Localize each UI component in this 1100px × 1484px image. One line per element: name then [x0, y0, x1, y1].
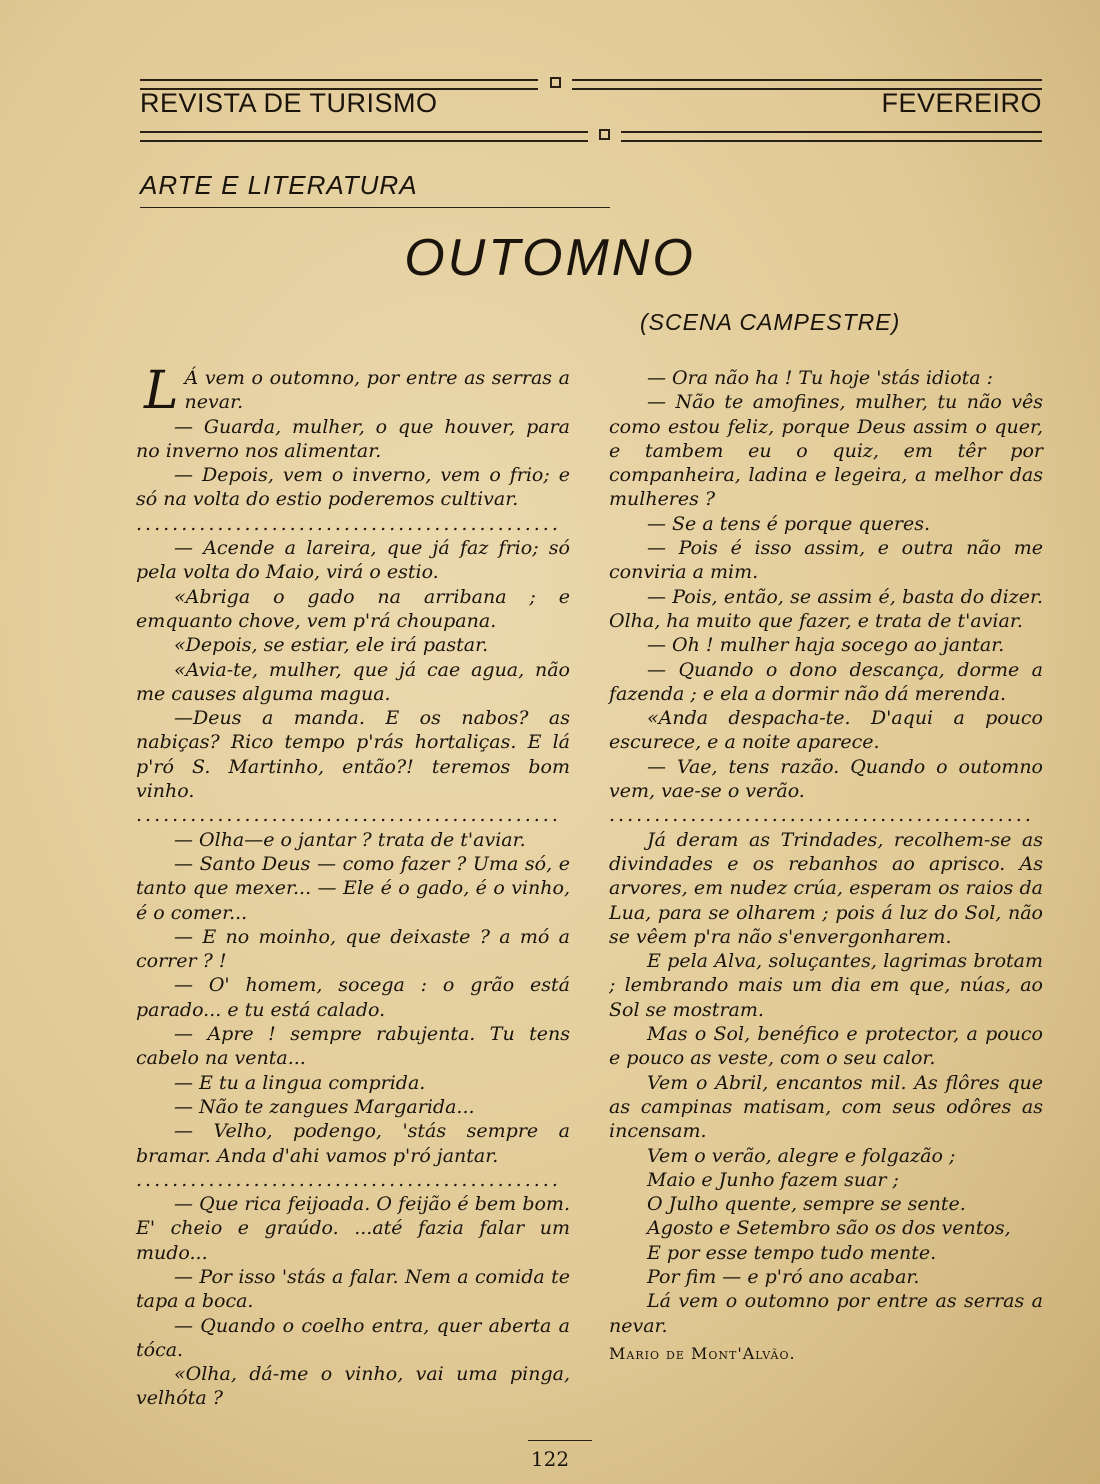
paragraph: — Se a tens é porque queres. — [647, 512, 931, 535]
paragraph: E pela Alva, soluçantes, lagrimas brotam ; lembrando mais um dia em que, núas, ao Sol se mostram. — [609, 950, 1043, 1021]
paragraph: — Que rica feijoada. O feijão é bem bom. E' cheio e graúdo. ...até fazia falar um mudo... — [136, 1193, 570, 1264]
paragraph: — Não te zangues Margarida... — [174, 1095, 475, 1118]
verse-line: Agosto e Setembro são os dos ventos, — [647, 1217, 1011, 1240]
page-number-rule — [528, 1440, 592, 1441]
drop-cap: L — [144, 361, 179, 421]
verse-line: Lá vem o outomno por entre as serras a nevar. — [609, 1290, 1043, 1337]
author-signature: Mario de Mont'Alvão. — [609, 1343, 796, 1363]
paragraph: — O' homem, socega : o grão está parado... e tu está calado. — [136, 974, 570, 1021]
paragraph: — Apre ! sempre rabujenta. Tu tens cabelo na venta... — [136, 1023, 570, 1070]
verse-line: E por esse tempo tudo mente. — [647, 1241, 937, 1264]
paragraph: — E tu a lingua comprida. — [174, 1071, 426, 1094]
dotted-separator: ............................................... — [136, 804, 561, 827]
header-bottom-ornament — [599, 129, 610, 140]
verse-line: O Julho quente, sempre se sente. — [647, 1193, 966, 1216]
paragraph: — Quando o dono descança, dorme a fazenda ; e ela a dormir não dá merenda. — [609, 658, 1043, 705]
dotted-separator: ............................................... — [136, 512, 561, 535]
dotted-separator: ............................................... — [609, 804, 1034, 827]
paragraph: — Guarda, mulher, o que houver, para no inverno nos alimentar. — [136, 415, 570, 462]
section-rule — [140, 207, 610, 208]
verse-line: Maio e Junho fazem suar ; — [647, 1168, 899, 1191]
paragraph: Já deram as Trindades, recolhem-se as divindades e os rebanhos ao aprisco. As arvores, em nudez crúa, esperam os raios da Lua, para se olharem ; pois á luz do Sol, não se vêem p'ra não s'envergonharem. — [609, 828, 1043, 948]
header-bottom-rule-right — [621, 131, 1042, 142]
paragraph: «Olha, dá-me o vinho, vai uma pinga, velhóta ? — [136, 1363, 570, 1410]
paragraph: — Pois, então, se assim é, basta do dizer. Olha, ha muito que fazer, e trata de t'aviar. — [609, 585, 1043, 632]
article-title: OUTOMNO — [404, 229, 696, 287]
dotted-separator: ............................................... — [136, 1168, 561, 1191]
paragraph: — Olha—e o jantar ? trata de t'aviar. — [174, 828, 526, 851]
section-heading: ARTE E LITERATURA — [140, 170, 418, 200]
paragraph: — Por isso 'stás a falar. Nem a comida te tapa a boca. — [136, 1265, 570, 1313]
paragraph: «Depois, se estiar, ele irá pastar. — [174, 634, 489, 657]
header-bottom-rule-left — [140, 131, 588, 142]
paragraph: Mas o Sol, benéfico e protector, a pouco e pouco as veste, com o seu calor. — [609, 1023, 1043, 1070]
page-number: 122 — [530, 1447, 570, 1471]
paragraph: — Vae, tens razão. Quando o outomno vem, vae-se o verão. — [609, 755, 1043, 803]
paragraph: — E no moinho, que deixaste ? a mó a correr ? ! — [136, 925, 570, 973]
verse-line: Vem o verão, alegre e folgazão ; — [647, 1144, 956, 1167]
right-column — [609, 366, 1043, 1366]
article-subtitle: (SCENA CAMPESTRE) — [640, 309, 901, 335]
issue-month: FEVEREIRO — [881, 88, 1042, 118]
verse-line: Por fim — e p'ró ano acabar. — [647, 1265, 920, 1288]
paragraph: «Anda despacha-te. D'aqui a pouco escurece, e a noite aparece. — [609, 707, 1043, 754]
header-top-ornament — [550, 77, 561, 88]
paragraph: — Quando o coelho entra, quer aberta a tóca. — [136, 1314, 570, 1361]
paragraph: — Pois é isso assim, e outra não me conviria a mim. — [609, 537, 1043, 584]
paragraph: Vem o Abril, encantos mil. As flôres que as campinas matisam, com seus odôres as incensam. — [609, 1071, 1043, 1143]
left-column — [136, 361, 570, 1411]
magazine-name: REVISTA DE TURISMO — [140, 88, 438, 118]
paragraph: — Ora não ha ! Tu hoje 'stás idiota : — [647, 367, 994, 389]
paragraph: — Oh ! mulher haja socego ao jantar. — [647, 634, 1005, 657]
opening-paragraph — [136, 361, 570, 421]
paragraph: — Não te amofines, mulher, tu não vês como estou feliz, porque Deus assim o quer, e tambem eu o quiz, em têr por companheira, ladina e legeira, a melhor das mulheres ? — [609, 391, 1043, 511]
opening-text: Á vem o outomno, por entre as serras a nevar. — [184, 367, 570, 414]
paragraph: —Deus a manda. E os nabos? as nabiças? Rico tempo p'rás hortaliças. E lá p'ró S. Martinho, então?! teremos bom vinho. — [136, 707, 570, 803]
paragraph: — Velho, podengo, 'stás sempre a bramar. Anda d'ahi vamos p'ró jantar. — [136, 1120, 570, 1167]
paragraph: «Abriga o gado na arribana ; e emquanto chove, vem p'rá choupana. — [136, 585, 570, 632]
paragraph: «Avia-te, mulher, que já cae agua, não me causes alguma magua. — [136, 658, 570, 705]
paragraph: — Depois, vem o inverno, vem o frio; e só na volta do estio poderemos cultivar. — [136, 464, 570, 511]
paragraph: — Acende a lareira, que já faz frio; só pela volta do Maio, virá o estio. — [136, 537, 570, 584]
paragraph: — Santo Deus — como fazer ? Uma só, e tanto que mexer... — Ele é o gado, é o vinho, é o comer... — [136, 852, 570, 924]
